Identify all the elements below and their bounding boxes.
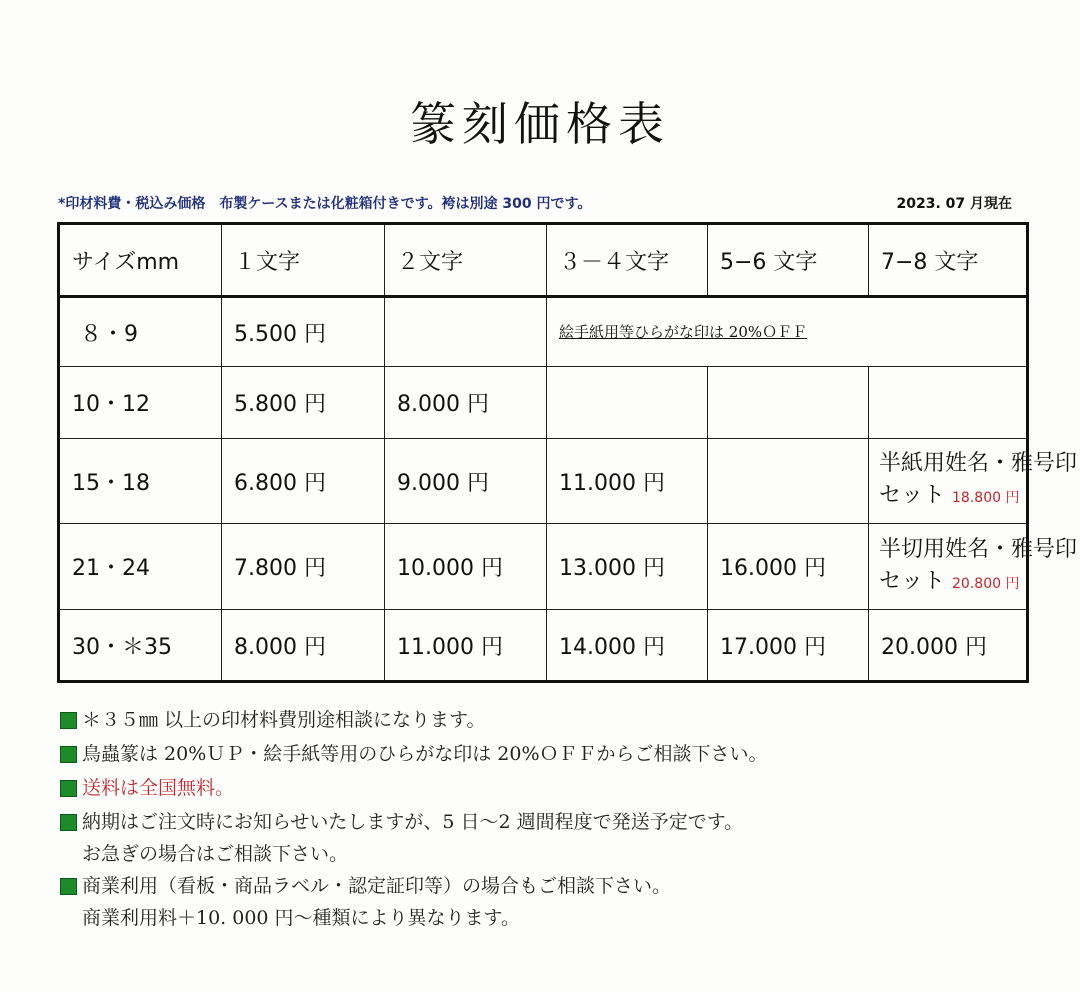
size-cell: 21・24 (59, 524, 222, 610)
price-cell (708, 439, 869, 524)
note-text: 鳥蟲篆は 20%ＵＰ・絵手紙等用のひらがな印は 20%ＯＦＦからご相談下さい。 (82, 743, 768, 765)
price-cell: 16.000 円 (708, 524, 869, 610)
green-square-bullet-icon (60, 746, 77, 763)
table-row (59, 367, 1028, 439)
header-1-char: １文字 (222, 224, 385, 297)
price-cell (385, 297, 547, 367)
price-cell: 11.000 円 (385, 610, 547, 682)
note-text: 納期はご注文時にお知らせいたしますが、5 日～2 週間程度で発送予定です。 (82, 811, 744, 833)
green-square-bullet-icon (60, 712, 77, 729)
note-continuation: 商業利用料＋10. 000 円～種類により異なります。 (82, 907, 521, 929)
note-item (60, 869, 768, 903)
price-cell: 7.800 円 (222, 524, 385, 610)
price-cell (547, 367, 708, 439)
header-2-char: ２文字 (385, 224, 547, 297)
price-conditions-note: *印材料費・税込み価格 布製ケースまたは化粧箱付きです。袴は別途 300 円です。 (58, 196, 592, 212)
price-cell (869, 367, 1028, 439)
size-cell: 10・12 (59, 367, 222, 439)
size-cell: ８・9 (59, 297, 222, 367)
page-title: 篆刻価格表 (410, 97, 670, 151)
price-cell: 6.800 円 (222, 439, 385, 524)
table-row (59, 297, 1028, 367)
header-7-8-char: 7−8 文字 (869, 224, 1028, 297)
price-cell (708, 367, 869, 439)
price-cell: 10.000 円 (385, 524, 547, 610)
note-text: 送料は全国無料。 (82, 777, 235, 799)
price-cell: 8.000 円 (385, 367, 547, 439)
price-table (57, 222, 1078, 683)
price-cell: 9.000 円 (385, 439, 547, 524)
green-square-bullet-icon (60, 814, 77, 831)
note-item (60, 703, 768, 737)
size-cell: 30・＊35 (59, 610, 222, 682)
green-square-bullet-icon (60, 878, 77, 895)
note-text: 商業利用（看板・商品ラベル・認定証印等）の場合もご相談下さい。 (82, 875, 672, 897)
size-cell: 15・18 (59, 439, 222, 524)
note-text: ＊３５㎜ 以上の印材料費別途相談になります。 (82, 709, 486, 731)
header-3-4-char: ３－４文字 (547, 224, 708, 297)
note-item-free-shipping (60, 771, 768, 805)
price-cell: 5.500 円 (222, 297, 385, 367)
table-row (59, 610, 1028, 682)
green-square-bullet-icon (60, 780, 77, 797)
header-5-6-char: 5−6 文字 (708, 224, 869, 297)
price-cell: 8.000 円 (222, 610, 385, 682)
set-price: 18.800 円 (952, 490, 1020, 506)
effective-date: 2023. 07 月現在 (896, 196, 1012, 212)
set-label: 半紙用姓名・雅号印 (879, 451, 1078, 476)
hansetsu-set-cell (869, 524, 1078, 610)
table-row (59, 439, 1028, 524)
hiragana-discount-cell (547, 297, 1028, 367)
header-size: サイズmm (59, 224, 222, 297)
hanshi-set-cell (869, 439, 1078, 524)
note-continuation: お急ぎの場合はご相談下さい。 (82, 843, 349, 865)
table-row (59, 524, 1028, 610)
set-prefix: セット (879, 483, 946, 508)
note-item (60, 805, 768, 839)
price-cell: 5.800 円 (222, 367, 385, 439)
set-label: 半切用姓名・雅号印 (879, 536, 1078, 562)
price-cell: 17.000 円 (708, 610, 869, 682)
note-item (60, 737, 768, 771)
notes-list (60, 703, 768, 933)
price-cell: 20.000 円 (869, 610, 1028, 682)
set-price: 20.800 円 (952, 575, 1020, 592)
price-cell: 13.000 円 (547, 524, 708, 610)
table-header-row (59, 224, 1028, 297)
price-cell: 11.000 円 (547, 439, 708, 524)
price-cell: 14.000 円 (547, 610, 708, 682)
hiragana-discount-note: 絵手紙用等ひらがな印は 20%ＯＦＦ (559, 322, 808, 341)
set-prefix: セット (879, 568, 946, 594)
